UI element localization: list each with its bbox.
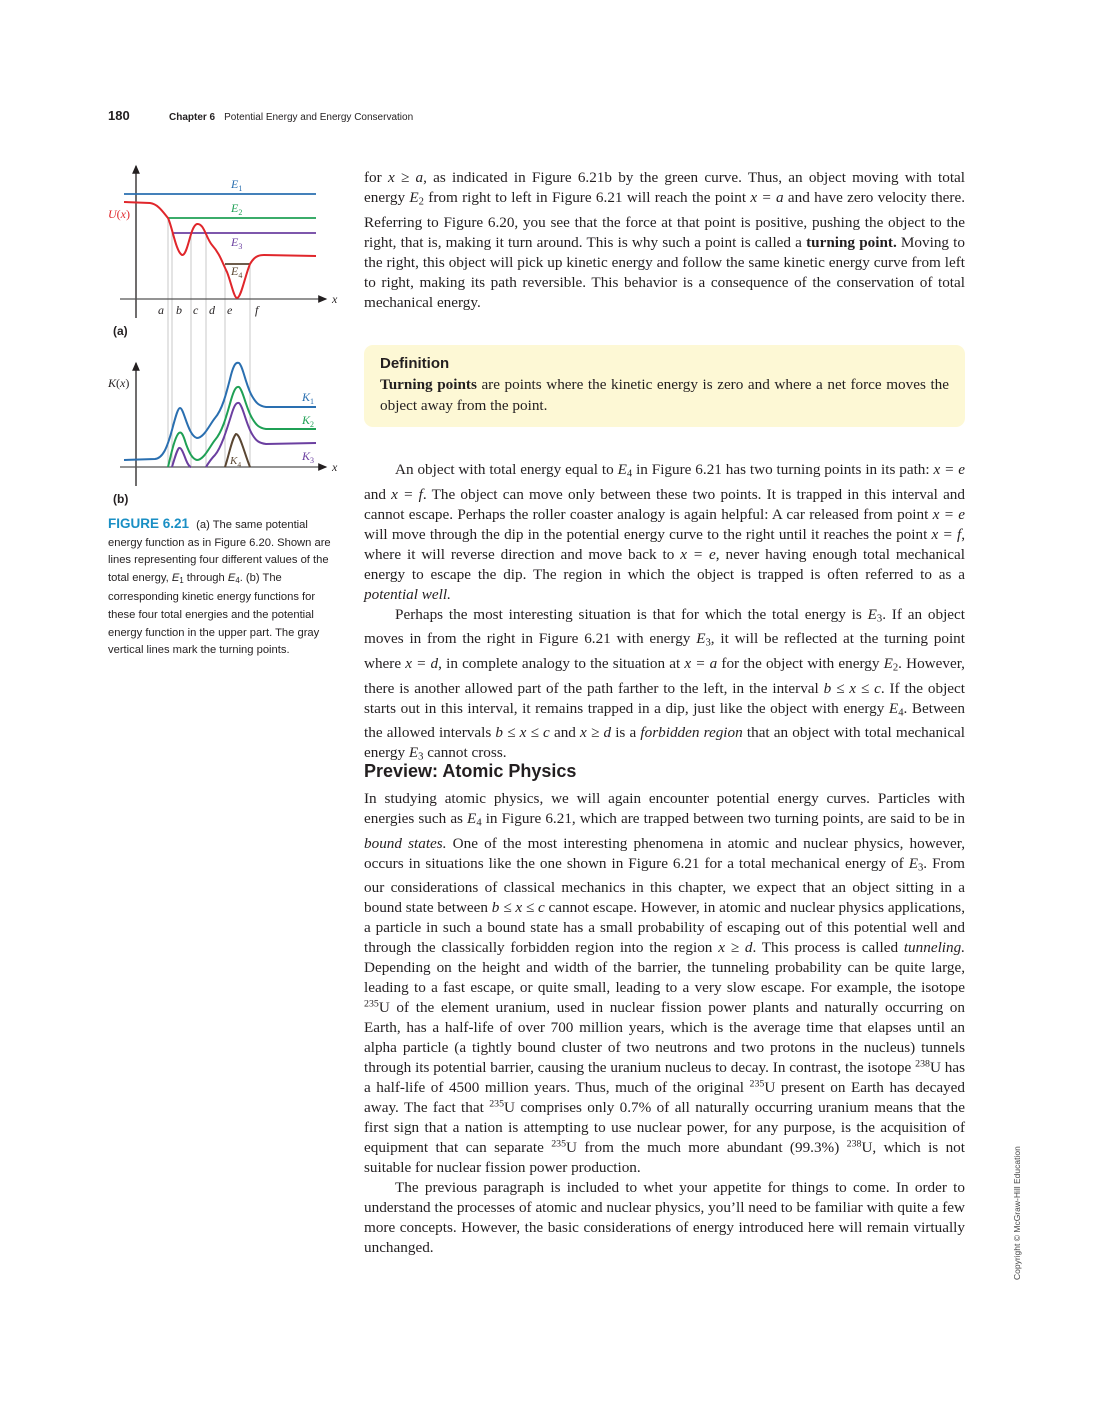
svg-text:(a): (a) xyxy=(113,324,128,338)
svg-text:e: e xyxy=(227,303,233,317)
paragraph-forbidden-region: Perhaps the most interesting situation is that for which the total energy is $E_3$. If an object moves in from the right in Figure 6.21 with energy $E_3$, it will be reflected at the turning point where x = d, in complete analogy to the situation at x = a for the object with energy $E_2$. However, there is another allowed part of the path farther to the left, in the interval b ≤ x ≤ c. If the object starts out in this interval, it remains trapped in a dip, just like the object with energy $E_4$. Between the allowed intervals b ≤ x ≤ c and x ≥ d is a forbidden region that an object with total mechanical energy $E_3$ cannot cross. xyxy=(364,605,966,763)
svg-text:K2: $K_2$ xyxy=(302,413,315,429)
svg-text:f: f xyxy=(255,303,259,317)
svg-text:K4: $K_4$ xyxy=(230,455,242,469)
panel-a xyxy=(108,166,338,338)
svg-text:(b): (b) xyxy=(113,492,129,506)
svg-text:K(x): K(x) xyxy=(108,376,130,390)
definition-text: Turning points are points where the kinetic energy is zero and where a net force moves the object away from the point. xyxy=(380,376,949,414)
copyright-notice: Copyright © McGraw-Hill Education xyxy=(1012,1146,1022,1280)
definition-box xyxy=(364,345,965,427)
svg-text:d: d xyxy=(209,303,215,317)
svg-text:U(x): U(x) xyxy=(108,207,130,221)
figure-label: FIGURE 6.21 xyxy=(108,516,190,531)
section-heading: Preview: Atomic Physics xyxy=(364,761,577,781)
chapter-title: Potential Energy and Energy Conservation xyxy=(224,112,414,123)
svg-text:x: x xyxy=(332,292,338,306)
definition-title: Definition xyxy=(380,355,450,372)
svg-text:K1: $K_1$ xyxy=(302,390,315,406)
svg-text:K3: $K_3$ xyxy=(302,449,315,465)
svg-text:x: x xyxy=(332,460,338,474)
svg-text:c: c xyxy=(193,303,199,317)
svg-text:a: a xyxy=(158,303,164,317)
term-turning-point: turning point. xyxy=(806,233,897,251)
figure-6-21 xyxy=(100,160,350,510)
svg-text:E2: $E_2$ xyxy=(231,201,243,217)
page-number: 180 xyxy=(108,108,130,123)
svg-text:E4: $E_4$ xyxy=(231,264,243,280)
svg-text:E3: $E_3$ xyxy=(231,235,243,251)
paragraph-closing: The previous paragraph is included to whet your appetite for things to come. In order to understand the processes of atomic and nuclear physics, you’ll need to be familiar with quite a few more concepts. However, the basic considerations of energy introduced here will remain virtually unchanged. xyxy=(364,1179,965,1257)
chapter-label: Chapter 6 xyxy=(169,112,216,123)
panel-b xyxy=(107,363,338,506)
svg-text:b: b xyxy=(176,303,182,317)
paragraph-turning-point: for x ≥ a, as indicated in Figure 6.21b by the green curve. Thus, an object moving with total energy $E_2$ from right to left in Figure 6.21 will reach the point x = a and have zero velocity there. Referring to Figure 6.20, you see that the force at that point is positive, pushing the object to the right, that is, making it turn around. This is why such a point is called a turning point. Moving to the right, this object will pick up kinetic energy and follow the same kinetic energy curve from left to right, making its path reversible. This behavior is a consequence of the conservation of total mechanical energy. xyxy=(364,169,966,311)
figure-caption: FIGURE 6.21 (a) The same potential energy function as in Figure 6.20. Shown are lines representing four different values of the total energy, $E_1$ through $E_4$. (b) The corresponding kinetic energy functions for these four total energies and the potential energy function in the upper part. The gray vertical lines mark the turning points. xyxy=(108,516,331,657)
paragraph-atomic-physics: In studying atomic physics, we will again encounter potential energy curves. Particles with energies such as $E_4$ in Figure 6.21, which are trapped between two turning points, are said to be in bound states. One of the most interesting phenomena in atomic and nuclear physics, however, occurs in situations like the one shown in Figure 6.21 for a total mechanical energy of $E_3$. From our considerations of classical mechanics in this chapter, we expect that an object sitting in a bound state between b ≤ x ≤ c cannot escape. However, in atomic and nuclear physics applications, a particle in such a bound state has a small probability of escaping out of this potential well and through the classically forbidden region into the region x ≥ d. This process is called tunneling. Depending on the height and width of the barrier, the tunneling probability can be quite large, leading to a fast escape, or quite small, leading to a very slow escape. For example, the isotope $^{235}$U of the element uranium, used in nuclear fission power plants and naturally occurring on Earth, has a half-life of over 700 million years, which is the average time that elapses until an alpha particle (a tightly bound cluster of two neutrons and two protons in the nucleus) tunnels through its potential barrier, causing the uranium nucleus to decay. In contrast, the isotope $^{238}$U has a half-life of 4500 million years. Thus, much of the original $^{235}$U present on Earth has decayed away. The fact that $^{235}$U comprises only 0.7% of all naturally occurring uranium means that the first sign that a nation is attempting to use nuclear power, for any purpose, is the acquisition of equipment that can separate $^{235}$U from the much more abundant (99.3%) $^{238}$U, which is not suitable for nuclear fission power production. The previous paragraph is included to whet your appetite for things to come. In order to understand the processes of atomic and nuclear physics, you’ll need to be familiar with quite a few more concepts. However, the basic considerations of energy introduced here will remain virtually unchanged. xyxy=(364,790,966,1257)
svg-text:E1: $E_1$ xyxy=(231,177,243,193)
paragraph-potential-well: An object with total energy equal to $E_4$ in Figure 6.21 has two turning points in its path: x = e and x = f. The object can move only between these two points. It is trapped in this interval and cannot escape. Perhaps the roller coaster analogy is again helpful: A car released from point x = e will move through the dip in the potential energy curve to the right until it reaches the point x = f, where it will reverse direction and move back to x = e, never having enough total mechanical energy to escape the dip. The region in which the object is trapped is often referred to as a potential well. Perhaps the most interesting situation is that for which the total energy is $E_3$. If an object moves in from the right in Figure 6.21 with energy $E_3$, it will be reflected at the turning point where x = d, in complete analogy to the situation at x = a for the object with energy $E_2$. However, there is another allowed part of the path farther to the left, in the interval b ≤ x ≤ c. If the object starts out in this interval, it remains trapped in a dip, just like the object with energy $E_4$. Between the allowed intervals b ≤ x ≤ c and x ≥ d is a forbidden region that an object with total mechanical energy $E_3$ cannot cross. xyxy=(364,460,965,768)
running-head xyxy=(108,108,413,123)
turning-point-lines xyxy=(168,218,250,467)
